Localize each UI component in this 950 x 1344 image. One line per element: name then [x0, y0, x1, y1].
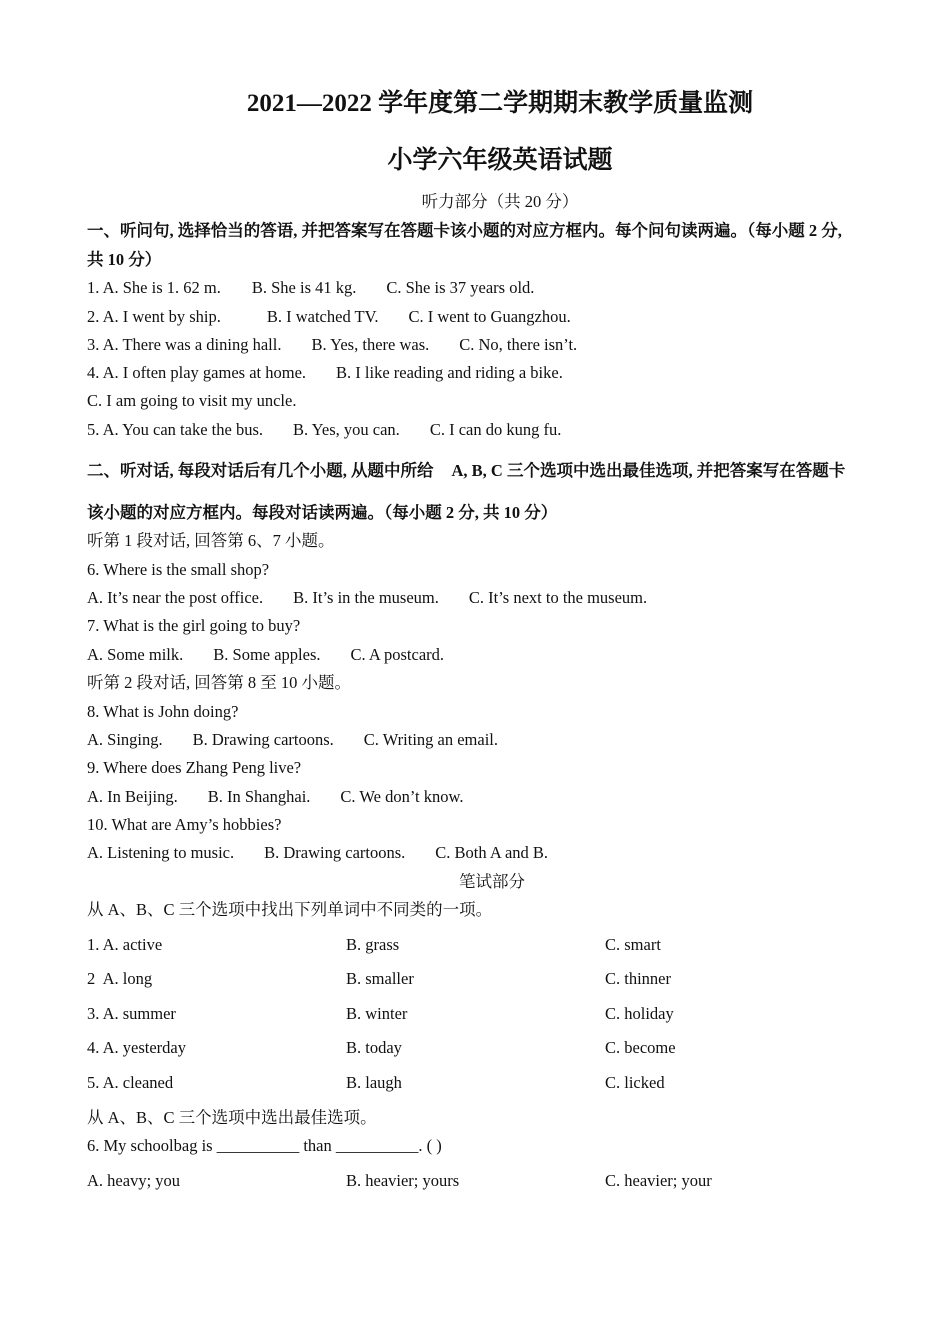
option-c: C. No, there isn’t. — [459, 335, 578, 354]
option-b: B. Yes, you can. — [293, 420, 400, 439]
question-5 — [87, 420, 561, 440]
question-7-stem: 7. What is the girl going to buy? — [87, 616, 301, 635]
question-6-options — [87, 588, 647, 608]
option-a: A. Singing. — [87, 730, 163, 749]
option-a: 4. A. I often play games at home. — [87, 363, 307, 382]
exam-subtitle: 小学六年级英语试题 — [387, 147, 613, 174]
option-b: B. smaller — [346, 969, 414, 988]
option-a: A. heavy; you — [87, 1171, 181, 1190]
dialog-2-note: 听第 2 段对话, 回答第 8 至 10 小题。 — [87, 673, 351, 692]
option-a: 2. A. I went by ship. — [87, 307, 221, 326]
option-c: C. We don’t know. — [340, 787, 464, 806]
question-2 — [87, 307, 571, 327]
option-c: C. I can do kung fu. — [429, 420, 562, 439]
option-a: A. Listening to music. — [87, 843, 235, 862]
option-c: C. become — [605, 1038, 676, 1057]
option-b: B. today — [346, 1038, 402, 1057]
question-9-options — [87, 787, 463, 807]
option-b: B. Drawing cartoons. — [264, 843, 406, 862]
option-b: B. I watched TV. — [266, 307, 379, 326]
option-a: 5. A. cleaned — [87, 1073, 174, 1092]
question-4 — [87, 363, 563, 383]
option-b: B. winter — [346, 1004, 408, 1023]
part2-instruction: 二、听对话, 每段对话后有几个小题, 从题中所给 A, B, C 三个选项中选出最佳选项, 并把答案写在答题卡 — [87, 461, 846, 480]
option-c: C. A postcard. — [350, 645, 445, 664]
question-7-options — [87, 645, 444, 665]
option-b: B. Some apples. — [213, 645, 321, 664]
option-b: B. Drawing cartoons. — [192, 730, 334, 749]
listening-section-heading: 听力部分（共 20 分） — [421, 192, 579, 211]
written-instruction-1: 从 A、B、C 三个选项中找出下列单词中不同类的一项。 — [87, 900, 493, 919]
option-b: B. It’s in the museum. — [293, 588, 439, 607]
option-c: C. licked — [605, 1073, 665, 1092]
option-b: B. Yes, there was. — [311, 335, 430, 354]
option-c: C. Both A and B. — [435, 843, 549, 862]
option-b: B. laugh — [346, 1073, 402, 1092]
option-a: 3. A. There was a dining hall. — [87, 335, 282, 354]
option-a: 5. A. You can take the bus. — [87, 420, 263, 439]
choice-question-6-stem: 6. My schoolbag is __________ than __________. ( ) — [87, 1136, 442, 1155]
option-c: C. smart — [605, 935, 661, 954]
option-c: C. holiday — [605, 1004, 674, 1023]
option-c: C. thinner — [605, 969, 671, 988]
option-c: C. I went to Guangzhou. — [408, 307, 571, 326]
written-section-heading: 笔试部分 — [459, 872, 525, 891]
question-1 — [87, 278, 534, 298]
question-6-stem: 6. Where is the small shop? — [87, 560, 270, 579]
dialog-1-note: 听第 1 段对话, 回答第 6、7 小题。 — [87, 531, 335, 550]
option-a: 3. A. summer — [87, 1004, 176, 1023]
exam-title: 2021—2022 学年度第二学期期末教学质量监测 — [246, 90, 754, 117]
question-9-stem: 9. Where does Zhang Peng live? — [87, 758, 302, 777]
question-10-stem: 10. What are Amy’s hobbies? — [87, 815, 282, 834]
option-a: 1. A. She is 1. 62 m. — [87, 278, 221, 297]
option-b: B. In Shanghai. — [207, 787, 311, 806]
option-a: 2 A. long — [87, 969, 153, 988]
question-4-option-c: C. I am going to visit my uncle. — [87, 391, 297, 410]
option-c: C. heavier; your — [605, 1171, 712, 1190]
option-a: A. It’s near the post office. — [87, 588, 264, 607]
option-a: A. Some milk. — [87, 645, 184, 664]
option-b: B. I like reading and riding a bike. — [336, 363, 563, 382]
part1-instruction-cont: 共 10 分） — [87, 250, 162, 269]
question-10-options — [87, 843, 548, 863]
option-b: B. She is 41 kg. — [251, 278, 357, 297]
option-a: 1. A. active — [87, 935, 163, 954]
option-b: B. heavier; yours — [346, 1171, 460, 1190]
option-c: C. She is 37 years old. — [386, 278, 535, 297]
option-c: C. It’s next to the museum. — [468, 588, 648, 607]
option-a: A. In Beijing. — [87, 787, 178, 806]
part1-instruction: 一、听问句, 选择恰当的答语, 并把答案写在答题卡该小题的对应方框内。每个问句读两遍。（每小题 2 分, — [87, 221, 842, 240]
option-b: B. grass — [346, 935, 400, 954]
option-a: 4. A. yesterday — [87, 1038, 186, 1057]
option-c: C. Writing an email. — [363, 730, 498, 749]
part2-instruction-cont: 该小题的对应方框内。每段对话读两遍。（每小题 2 分, 共 10 分） — [87, 503, 558, 522]
question-3 — [87, 335, 577, 355]
written-instruction-2: 从 A、B、C 三个选项中选出最佳选项。 — [87, 1108, 377, 1127]
question-8-options — [87, 730, 498, 750]
question-8-stem: 8. What is John doing? — [87, 702, 239, 721]
